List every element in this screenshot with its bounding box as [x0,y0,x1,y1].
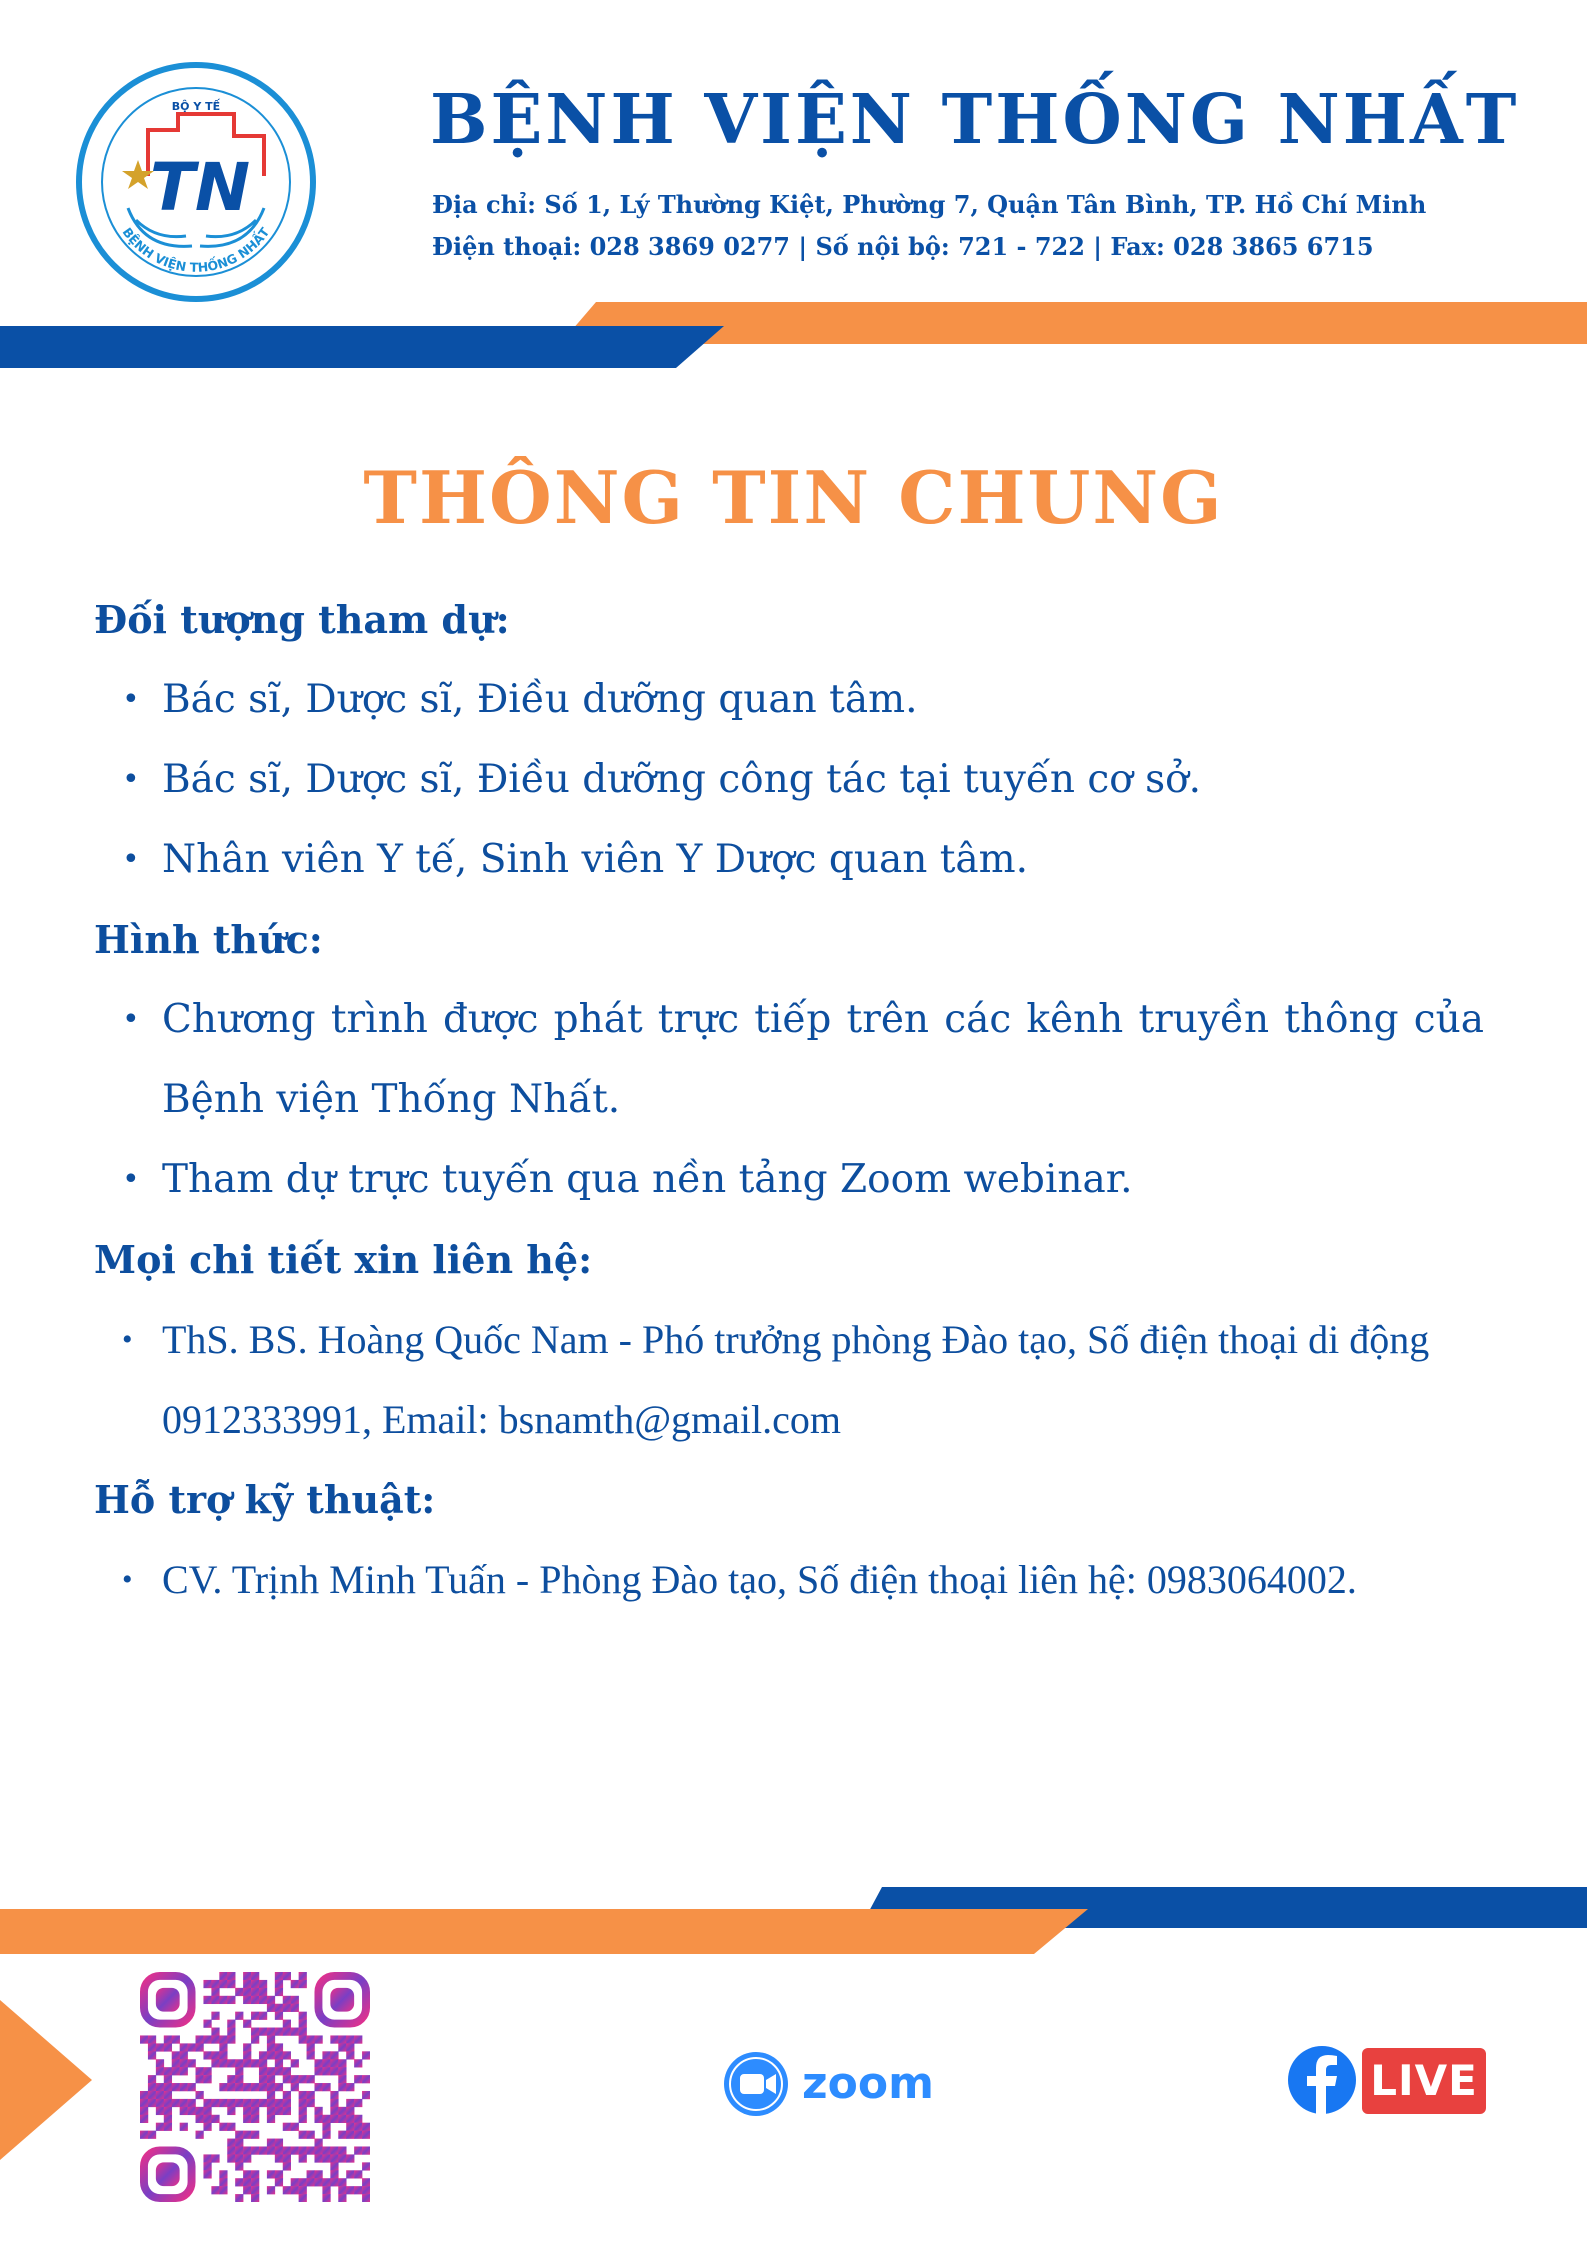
list-item: • ThS. BS. Hoàng Quốc Nam - Phó trưởng phòng Đào tạo, Số điện thoại di động 0912333991, Email: bsnamth@gmail.com [94,1300,1484,1460]
support-heading: Hỗ trợ kỹ thuật: [94,1477,436,1522]
logo-ring-text: BỆNH VIỆN THỐNG NHẤT [119,224,273,275]
zoom-label: zoom [802,2058,934,2109]
list-item: • Bác sĩ, Dược sĩ, Điều dưỡng quan tâm. [94,660,1484,740]
footer-stripe-decoration [0,1882,1587,1957]
footer-triangle-decoration [0,2000,92,2160]
attendees-heading: Đối tượng tham dự: [94,597,510,642]
attendees-list [94,660,1484,900]
list-item: • Tham dự trực tuyến qua nền tảng Zoom webinar. [94,1140,1484,1220]
header-stripe-decoration [0,300,1587,372]
hospital-logo [74,60,318,304]
live-badge[interactable]: LIVE [1362,2048,1486,2114]
logo-top-text: BỘ Y TẾ [171,100,221,113]
hospital-address: Địa chỉ: Số 1, Lý Thường Kiệt, Phường 7, Quận Tân Bình, TP. Hồ Chí Minh [432,190,1427,219]
hospital-phone: Điện thoại: 028 3869 0277 | Số nội bộ: 721 - 722 | Fax: 028 3865 6715 [432,232,1374,261]
list-item: • Bác sĩ, Dược sĩ, Điều dưỡng công tác tại tuyến cơ sở. [94,740,1484,820]
info-content [94,580,1484,1620]
contact-heading: Mọi chi tiết xin liên hệ: [94,1237,593,1282]
facebook-icon[interactable] [1286,2044,1358,2116]
list-item: • Nhân viên Y tế, Sinh viên Y Dược quan tâm. [94,820,1484,900]
format-list [94,980,1484,1220]
support-list [94,1540,1484,1620]
format-heading: Hình thức: [94,917,323,962]
contact-list [94,1300,1484,1460]
zoom-logo[interactable] [720,2048,950,2120]
hospital-name: BỆNH VIỆN THỐNG NHẤT [430,80,1520,160]
section-title: THÔNG TIN CHUNG [363,455,1224,540]
logo-monogram: TN [149,149,251,226]
list-item: • Chương trình được phát trực tiếp trên các kênh truyền thông của Bệnh viện Thống Nhất. [94,980,1484,1140]
qr-code[interactable] [140,1972,370,2202]
list-item: • CV. Trịnh Minh Tuấn - Phòng Đào tạo, Số điện thoại liên hệ: 0983064002. [94,1540,1484,1620]
